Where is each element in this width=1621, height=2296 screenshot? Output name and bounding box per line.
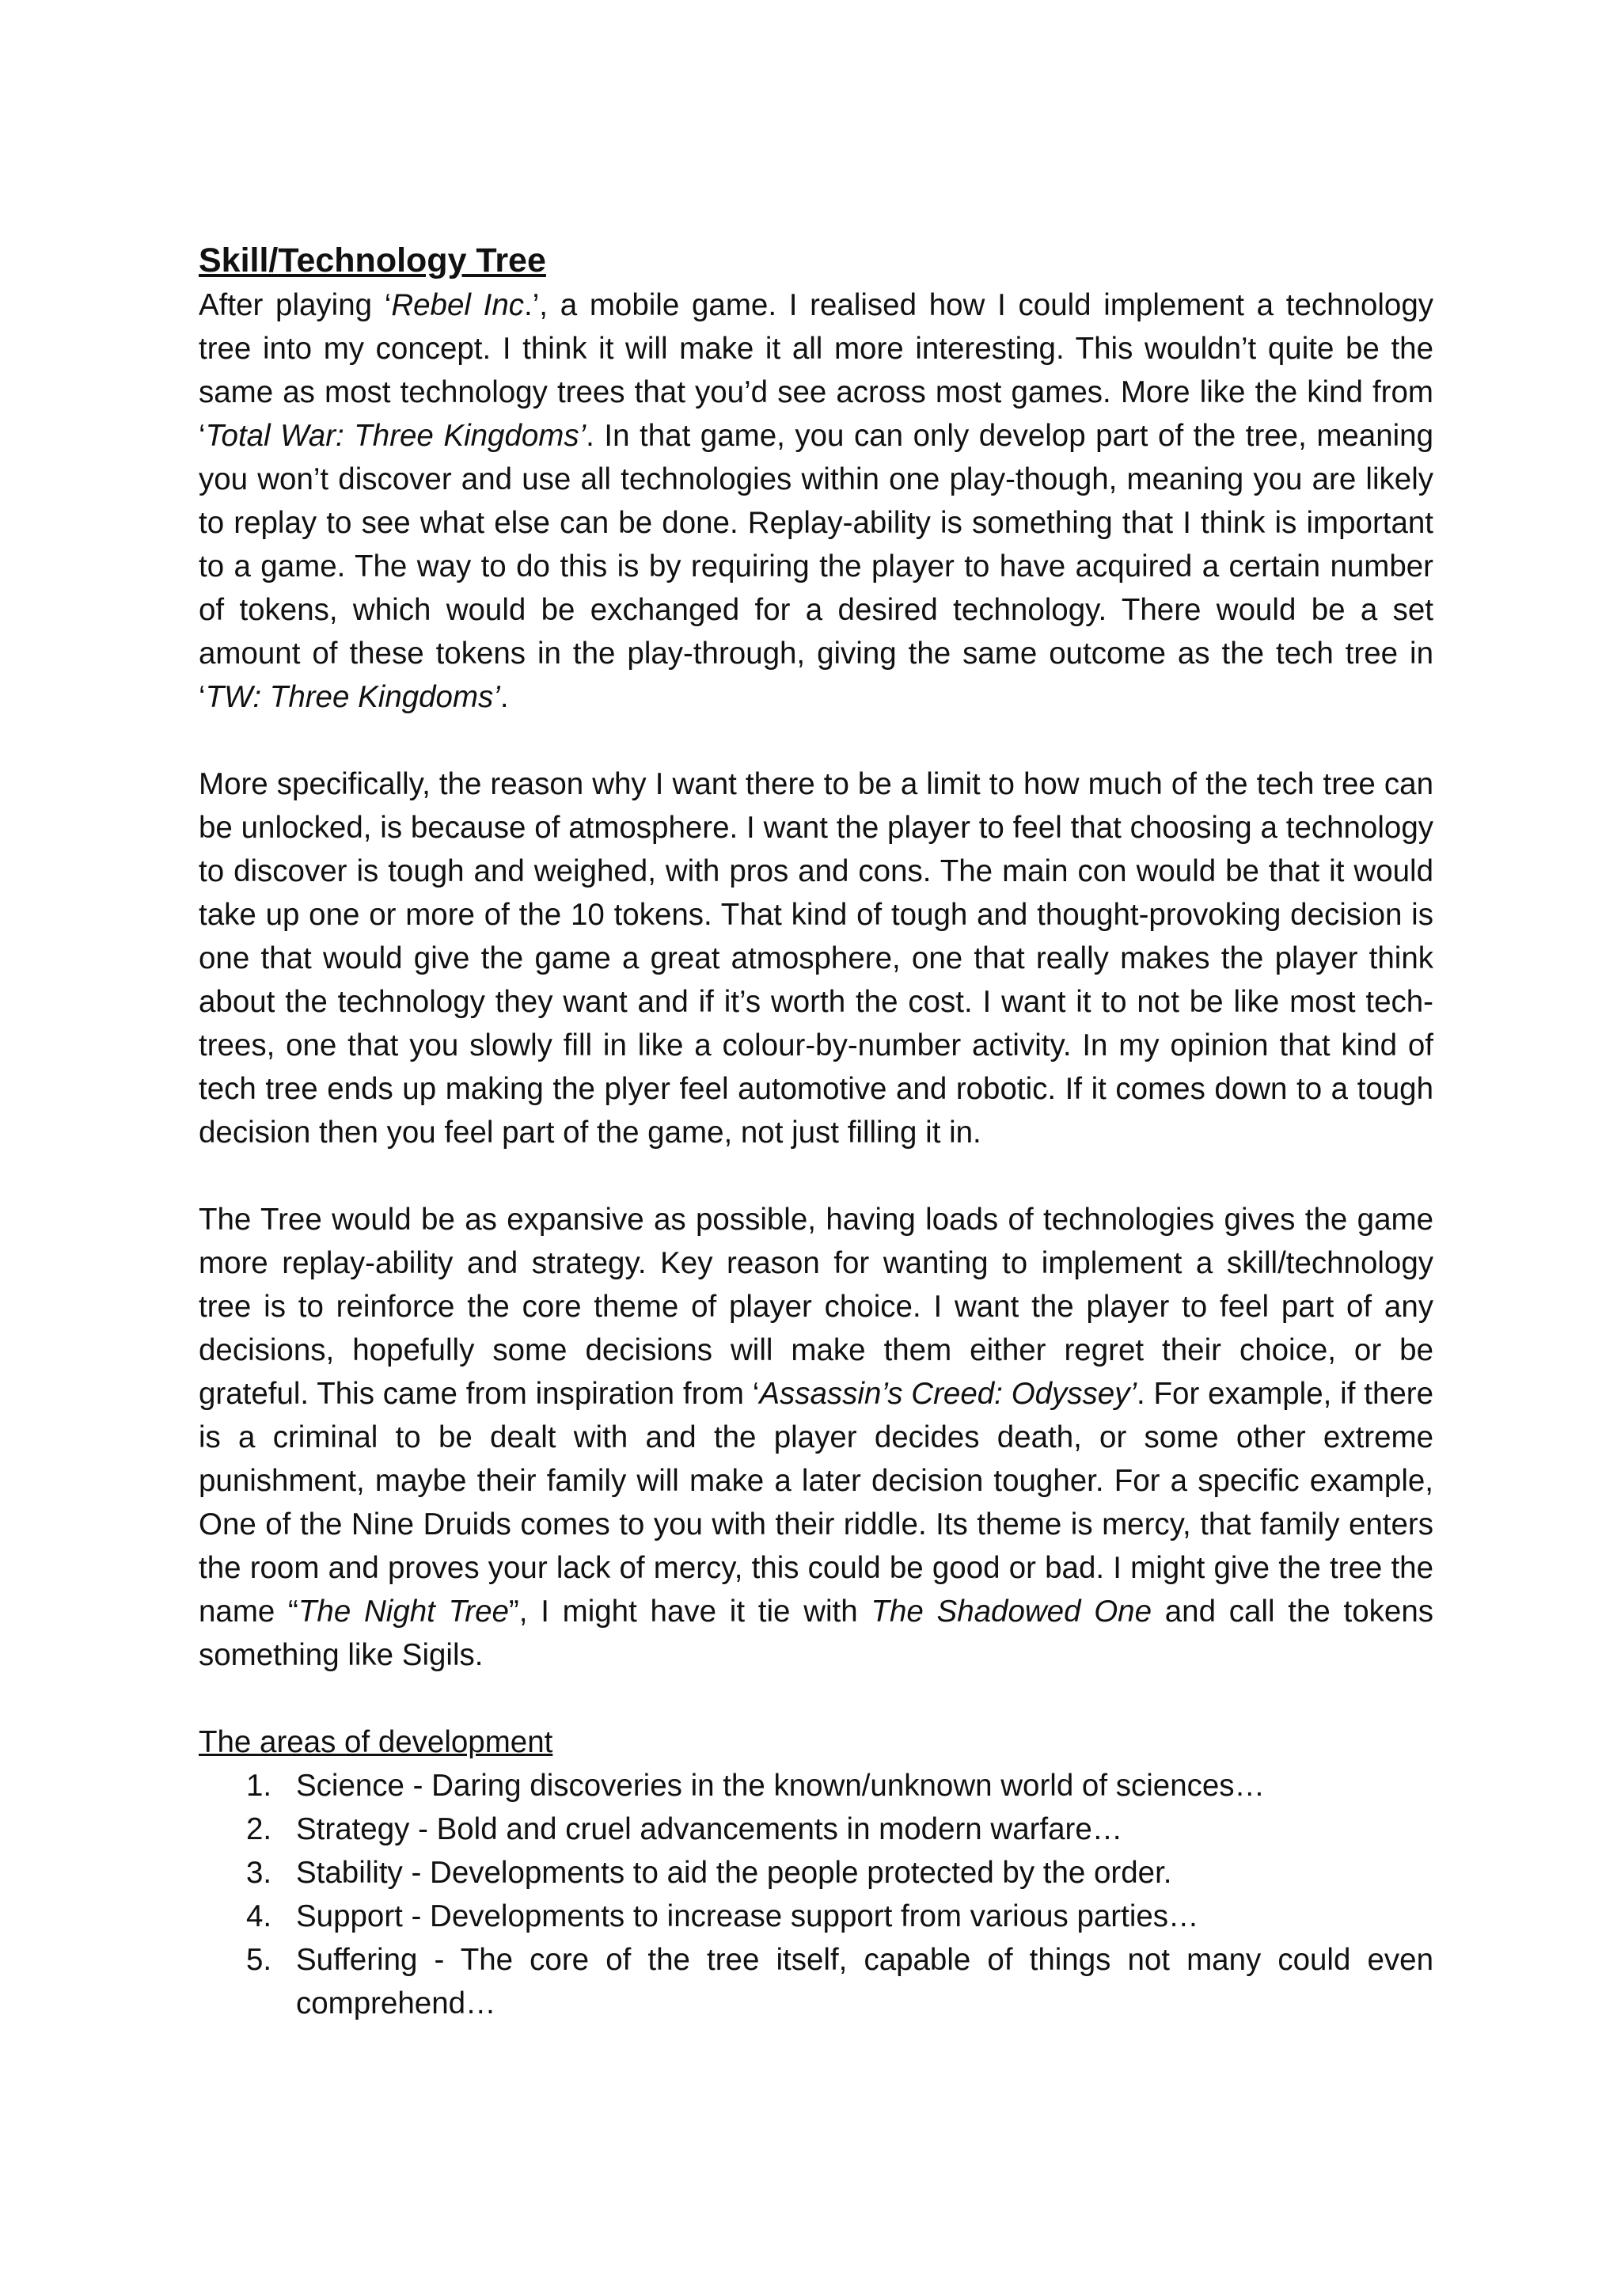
document-body <box>199 238 1433 2025</box>
list-item-text: Science - Daring discoveries in the known/unknown world of sciences… <box>296 1769 1266 1803</box>
list-item <box>199 1938 1433 2025</box>
paragraph-2 <box>199 762 1433 1154</box>
list-item <box>199 1895 1433 1938</box>
italic-text: Assassin’s Creed: Odyssey’ <box>759 1377 1137 1411</box>
list-item-text: Support - Developments to increase support from various parties… <box>296 1899 1199 1933</box>
list-item-text: Stability - Developments to aid the people protected by the order. <box>296 1856 1172 1890</box>
list-item-number: 1. <box>246 1769 272 1803</box>
italic-text: The Night Tree <box>298 1595 509 1629</box>
text-run: and call the tokens something like Sigils. <box>199 1595 1433 1672</box>
list-item <box>199 1764 1433 1808</box>
page-title: Skill/Technology Tree <box>199 241 546 279</box>
italic-text: Rebel Inc <box>391 288 525 322</box>
text-run: After playing ‘ <box>199 288 392 322</box>
text-run: . For example, if there is a criminal to be dealt with and the player decides death, or some other extreme punishment, maybe their family will make a later decision tougher. For a specific example, One of the Nine Druids comes to you with their riddle. Its theme is mercy, that family enters the room and proves your lack of mercy, this could be good or bad. I might give the tree the name “ <box>199 1377 1433 1629</box>
text-run: . <box>499 680 509 714</box>
italic-text: Total War: Three Kingdoms’ <box>205 419 587 453</box>
list-item <box>199 1851 1433 1895</box>
list-item-number: 2. <box>246 1812 272 1846</box>
text-run: ”, I might have it tie with <box>508 1595 871 1629</box>
italic-text: TW: Three Kingdoms’ <box>205 680 500 714</box>
text-run: More specifically, the reason why I want there to be a limit to how much of the tech tree can be unlocked, is because of atmosphere. I want the player to feel that choosing a technology to discover is tough and weighed, with pros and cons. The main con would be that it would take up one or more of the 10 tokens. That kind of tough and thought-provoking decision is one that would give the game a great atmosphere, one that really makes the player think about the technology they want and if it’s worth the cost. I want it to not be like most tech-trees, one that you slowly fill in like a colour-by-number activity. In my opinion that kind of tech tree ends up making the plyer feel automotive and robotic. If it comes down to a tough decision then you feel part of the game, not just filling it in. <box>199 767 1433 1150</box>
paragraph-3 <box>199 1198 1433 1677</box>
list-item-text: Suffering - The core of the tree itself, capable of things not many could even comprehend… <box>296 1943 1433 2020</box>
list-item-number: 5. <box>246 1943 272 1977</box>
italic-text: The Shadowed One <box>871 1595 1152 1629</box>
list-item <box>199 1808 1433 1851</box>
text-run: .’, a mobile game. I realised how I could implement a technology tree into my concept. I think it will make it all more interesting. This wouldn’t quite be the same as most technology trees that you’d see across most games. More like the kind from ‘ <box>199 288 1433 453</box>
paragraph-1 <box>199 283 1433 719</box>
list-item-number: 4. <box>246 1899 272 1933</box>
text-run: . In that game, you can only develop part of the tree, meaning you won’t discover and use all technologies within one play-though, meaning you are likely to replay to see what else can be done. Replay-ability is something that I think is important to a game. The way to do this is by requiring the player to have acquired a certain number of tokens, which would be exchanged for a desired technology. There would be a set amount of these tokens in the play-through, giving the same outcome as the tech tree in ‘ <box>199 419 1434 714</box>
areas-list <box>199 1764 1433 2025</box>
areas-heading: The areas of development <box>199 1725 553 1759</box>
text-run: The Tree would be as expansive as possible, having loads of technologies gives the game more replay-ability and strategy. Key reason for wanting to implement a skill/technology tree is to reinforce the core theme of player choice. I want the player to feel part of any decisions, hopefully some decisions will make them either regret their choice, or be grateful. This came from inspiration from ‘ <box>199 1203 1433 1411</box>
list-item-text: Strategy - Bold and cruel advancements in modern warfare… <box>296 1812 1123 1846</box>
list-item-number: 3. <box>246 1856 272 1890</box>
